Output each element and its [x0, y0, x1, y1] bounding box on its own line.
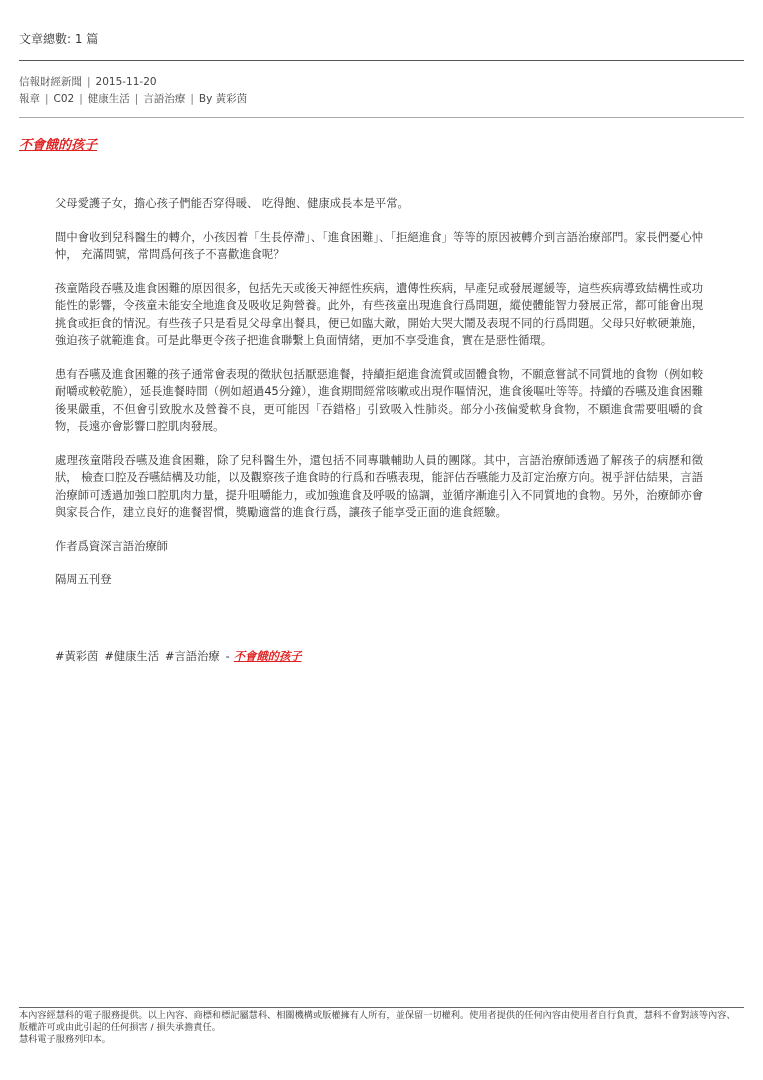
tag-health[interactable]: #健康生活 — [104, 650, 160, 663]
article-meta — [19, 74, 247, 108]
article-title-link[interactable]: 不會餓的孩子 — [233, 650, 302, 663]
copyright-text: 本內容經慧科的電子服務提供。以上內容、商標和標記屬慧科、相關機構或版權擁有人所有，並保留一切權利。使用者提供的任何內容由使用者自行負責，慧科不會對該等內容、版權許可或由此引起的任何損害 / 損失承擔責任。 — [19, 1010, 736, 1033]
meta-separator: | — [79, 93, 83, 105]
tag-author[interactable]: #黃彩茵 — [55, 650, 99, 663]
meta-line-1 — [19, 74, 247, 91]
article-paragraph: 父母愛護子女，擔心孩子們能否穿得暖、 吃得飽、健康成長本是平常。 — [55, 197, 409, 210]
meta-separator: | — [190, 93, 194, 105]
article-paragraph: 間中會收到兒科醫生的轉介，小孩因着「生長停滯」、「進食困難」、「拒絕進食」等等的原因被轉介到言語治療部門。家長們憂心忡忡， 充滿問號，常問爲何孩子不喜歡進食呢？ — [55, 230, 703, 261]
article-body — [55, 195, 703, 605]
article-paragraph: 患有吞嚥及進食困難的孩子通常會表現的徵狀包括厭惡進餐，持續拒絕進食流質或固體食物，不願意嘗試不同質地的食物（例如較耐嚼或較乾脆），延長進餐時間（例如超過45分鐘），進食期間經常咳嗽或出現作嘔情況，進食後嘔吐等等。持續的吞嚥及進食困難後果嚴重，不但會引致脫水及營養不良，更可能因「吞錯格」引致吸入性肺炎。部分小孩偏愛軟身食物，不願進食需要咀嚼的食物，長遠亦會影響口腔肌肉發展。 — [55, 367, 703, 433]
print-note: 慧科電子服務列印本。 — [19, 1034, 111, 1045]
article-count: 文章總數: 1 篇 — [19, 32, 99, 46]
meta-separator: | — [45, 93, 49, 105]
schedule-note: 隔周五刊登 — [55, 573, 112, 586]
author-byline: By 黃彩茵 — [198, 93, 248, 105]
article-paragraph: 處理孩童階段吞嚥及進食困難，除了兒科醫生外，還包括不同專職輔助人員的團隊。其中，言語治療師透過了解孩子的病歷和徵狀， 檢查口腔及吞嚥結構及功能，以及觀察孩子進食時的行爲和吞嚥表現，能評估吞嚥能力及訂定治療方向。視乎評估結果，言語治療師可透過加強口腔肌肉力量，提升咀嚼能力，或加強進食及呼吸的協調，並循序漸進引入不同質地的食物。另外，治療師亦會與家長合作，建立良好的進餐習慣，獎勵適當的進食行爲，讓孩子能享受正面的進食經驗。 — [55, 453, 703, 519]
article-paragraph: 孩童階段吞嚥及進食困難的原因很多，包括先天或後天神經性疾病，遺傳性疾病，早產兒或發展遲緩等，這些疾病導致結構性或功能性的影響，令孩童未能安全地進食及吸收足夠營養。此外，有些孩童出現進食行爲問題，縱使體能智力發展正常，都可能會出現挑食或拒食的情況。有些孩子只是看見父母拿出餐具，便已如臨大敵，開始大哭大鬧及表現不同的行爲問題。父母只好軟硬兼施，強迫孩子就範進食。可是此舉更令孩子把進食聯繫上負面情緒，更加不享受進食，實在是惡性循環。 — [55, 281, 703, 347]
media-type: 報章 — [19, 93, 40, 105]
footer-divider — [19, 1007, 744, 1008]
source-name: 信報財經新聞 — [19, 76, 82, 88]
article-title[interactable]: 不會餓的孩子 — [19, 138, 98, 153]
copyright-footer — [19, 1010, 744, 1046]
tag-speech-therapy[interactable]: #言語治療 — [165, 650, 220, 663]
meta-separator: | — [87, 76, 91, 88]
tag-dash: - — [225, 650, 230, 663]
page-code: C02 — [53, 93, 75, 105]
author-note: 作者爲資深言語治療師 — [55, 539, 168, 553]
meta-divider — [19, 117, 744, 118]
tag-line — [55, 648, 302, 664]
meta-separator: | — [134, 93, 139, 105]
column-name: 言語治療 — [143, 93, 186, 105]
section-name: 健康生活 — [87, 93, 130, 105]
top-divider — [19, 60, 744, 61]
publish-date: 2015-11-20 — [95, 76, 157, 88]
meta-line-2 — [19, 91, 247, 108]
